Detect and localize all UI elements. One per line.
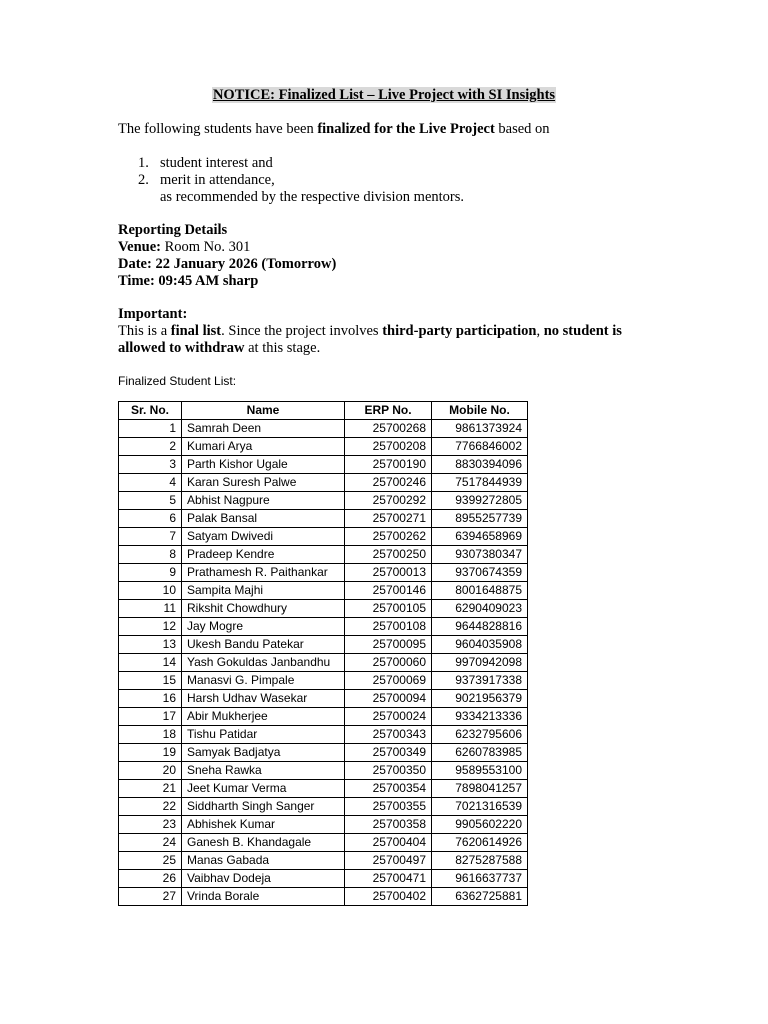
- cell-erp-no: 25700190: [345, 456, 432, 474]
- cell-name: Kumari Arya: [182, 438, 345, 456]
- cell-mobile-no: 9861373924: [432, 420, 528, 438]
- cell-sr-no: 15: [119, 672, 182, 690]
- header-mobile-no: Mobile No.: [432, 402, 528, 420]
- time-line: Time: 09:45 AM sharp: [118, 273, 259, 289]
- cell-erp-no: 25700208: [345, 438, 432, 456]
- venue-value: Room No. 301: [160, 239, 251, 255]
- cell-sr-no: 4: [119, 474, 182, 492]
- table-row: [119, 510, 528, 528]
- cell-erp-no: 25700497: [345, 852, 432, 870]
- cell-sr-no: 20: [119, 762, 182, 780]
- header-erp-no: ERP No.: [345, 402, 432, 420]
- cell-name: Samyak Badjatya: [182, 744, 345, 762]
- table-row: [119, 834, 528, 852]
- intro-prefix: The following students have been: [118, 121, 318, 137]
- important-text-f: no student is: [543, 323, 622, 339]
- criteria-text-1: student interest and: [160, 155, 273, 171]
- table-row: [119, 690, 528, 708]
- cell-erp-no: 25700404: [345, 834, 432, 852]
- table-row: [119, 726, 528, 744]
- table-row: [119, 600, 528, 618]
- cell-mobile-no: 9970942098: [432, 654, 528, 672]
- cell-name: Harsh Udhav Wasekar: [182, 690, 345, 708]
- table-header-row: [119, 402, 528, 420]
- cell-mobile-no: 6232795606: [432, 726, 528, 744]
- cell-erp-no: 25700343: [345, 726, 432, 744]
- cell-name: Yash Gokuldas Janbandhu: [182, 654, 345, 672]
- cell-erp-no: 25700069: [345, 672, 432, 690]
- cell-sr-no: 26: [119, 870, 182, 888]
- student-table: [118, 401, 528, 906]
- cell-mobile-no: 8955257739: [432, 510, 528, 528]
- important-line-2: [118, 340, 320, 357]
- cell-sr-no: 6: [119, 510, 182, 528]
- table-row: [119, 492, 528, 510]
- important-line-1: [118, 323, 622, 340]
- cell-erp-no: 25700354: [345, 780, 432, 798]
- table-row: [119, 762, 528, 780]
- table-row: [119, 744, 528, 762]
- cell-sr-no: 5: [119, 492, 182, 510]
- table-row: [119, 870, 528, 888]
- cell-name: Ganesh B. Khandagale: [182, 834, 345, 852]
- table-row: [119, 654, 528, 672]
- intro-paragraph: [118, 121, 550, 138]
- table-row: [119, 816, 528, 834]
- cell-sr-no: 3: [119, 456, 182, 474]
- cell-mobile-no: 6290409023: [432, 600, 528, 618]
- important-text-h: at this stage.: [244, 340, 321, 356]
- cell-name: Sampita Majhi: [182, 582, 345, 600]
- cell-sr-no: 1: [119, 420, 182, 438]
- cell-erp-no: 25700358: [345, 816, 432, 834]
- cell-mobile-no: 9334213336: [432, 708, 528, 726]
- cell-mobile-no: 8830394096: [432, 456, 528, 474]
- cell-sr-no: 10: [119, 582, 182, 600]
- table-row: [119, 420, 528, 438]
- cell-sr-no: 13: [119, 636, 182, 654]
- cell-erp-no: 25700108: [345, 618, 432, 636]
- table-row: [119, 438, 528, 456]
- cell-name: Karan Suresh Palwe: [182, 474, 345, 492]
- cell-mobile-no: 9589553100: [432, 762, 528, 780]
- cell-erp-no: 25700268: [345, 420, 432, 438]
- cell-erp-no: 25700349: [345, 744, 432, 762]
- cell-sr-no: 7: [119, 528, 182, 546]
- table-row: [119, 582, 528, 600]
- cell-mobile-no: 9370674359: [432, 564, 528, 582]
- cell-name: Siddharth Singh Sanger: [182, 798, 345, 816]
- cell-name: Sneha Rawka: [182, 762, 345, 780]
- table-row: [119, 618, 528, 636]
- important-heading: Important:: [118, 306, 188, 322]
- important-text-e: ,: [536, 323, 544, 339]
- cell-mobile-no: 8001648875: [432, 582, 528, 600]
- cell-sr-no: 25: [119, 852, 182, 870]
- table-row: [119, 780, 528, 798]
- cell-sr-no: 21: [119, 780, 182, 798]
- cell-mobile-no: 9644828816: [432, 618, 528, 636]
- cell-name: Vaibhav Dodeja: [182, 870, 345, 888]
- cell-name: Samrah Deen: [182, 420, 345, 438]
- important-text-g: allowed to withdraw: [118, 340, 245, 356]
- cell-erp-no: 25700060: [345, 654, 432, 672]
- cell-name: Jeet Kumar Verma: [182, 780, 345, 798]
- cell-mobile-no: 7021316539: [432, 798, 528, 816]
- table-row: [119, 456, 528, 474]
- cell-name: Manas Gabada: [182, 852, 345, 870]
- cell-sr-no: 27: [119, 888, 182, 906]
- important-text-a: This is a: [118, 323, 171, 339]
- cell-mobile-no: 7898041257: [432, 780, 528, 798]
- date-line: Date: 22 January 2026 (Tomorrow): [118, 256, 337, 272]
- cell-sr-no: 11: [119, 600, 182, 618]
- header-name: Name: [182, 402, 345, 420]
- cell-erp-no: 25700292: [345, 492, 432, 510]
- cell-sr-no: 18: [119, 726, 182, 744]
- cell-name: Pradeep Kendre: [182, 546, 345, 564]
- table-caption: Finalized Student List:: [118, 374, 237, 388]
- cell-sr-no: 8: [119, 546, 182, 564]
- cell-mobile-no: 9616637737: [432, 870, 528, 888]
- cell-erp-no: 25700350: [345, 762, 432, 780]
- cell-erp-no: 25700013: [345, 564, 432, 582]
- cell-name: Parth Kishor Ugale: [182, 456, 345, 474]
- table-row: [119, 852, 528, 870]
- reporting-heading: Reporting Details: [118, 222, 228, 238]
- cell-name: Satyam Dwivedi: [182, 528, 345, 546]
- cell-sr-no: 17: [119, 708, 182, 726]
- cell-name: Prathamesh R. Paithankar: [182, 564, 345, 582]
- cell-name: Vrinda Borale: [182, 888, 345, 906]
- cell-erp-no: 25700246: [345, 474, 432, 492]
- criteria-text-2: merit in attendance,: [160, 172, 275, 188]
- cell-mobile-no: 6362725881: [432, 888, 528, 906]
- cell-erp-no: 25700355: [345, 798, 432, 816]
- cell-name: Jay Mogre: [182, 618, 345, 636]
- recommendation-line: as recommended by the respective division mentors.: [160, 189, 465, 205]
- cell-sr-no: 2: [119, 438, 182, 456]
- table-row: [119, 888, 528, 906]
- cell-sr-no: 22: [119, 798, 182, 816]
- cell-sr-no: 19: [119, 744, 182, 762]
- header-sr-no: Sr. No.: [119, 402, 182, 420]
- cell-name: Manasvi G. Pimpale: [182, 672, 345, 690]
- cell-erp-no: 25700094: [345, 690, 432, 708]
- cell-erp-no: 25700262: [345, 528, 432, 546]
- cell-erp-no: 25700471: [345, 870, 432, 888]
- cell-sr-no: 9: [119, 564, 182, 582]
- cell-mobile-no: 7766846002: [432, 438, 528, 456]
- important-text-c: . Since the project involves: [221, 323, 383, 339]
- table-row: [119, 528, 528, 546]
- cell-mobile-no: 9021956379: [432, 690, 528, 708]
- table-row: [119, 636, 528, 654]
- cell-erp-no: 25700024: [345, 708, 432, 726]
- cell-mobile-no: 6260783985: [432, 744, 528, 762]
- table-row: [119, 546, 528, 564]
- cell-mobile-no: 9604035908: [432, 636, 528, 654]
- venue-line: [118, 239, 250, 256]
- cell-sr-no: 14: [119, 654, 182, 672]
- cell-name: Ukesh Bandu Patekar: [182, 636, 345, 654]
- important-text-b: final list: [170, 323, 222, 339]
- cell-mobile-no: 9905602220: [432, 816, 528, 834]
- cell-mobile-no: 7517844939: [432, 474, 528, 492]
- cell-name: Abir Mukherjee: [182, 708, 345, 726]
- cell-name: Abhishek Kumar: [182, 816, 345, 834]
- notice-title: [0, 86, 768, 104]
- cell-name: Tishu Patidar: [182, 726, 345, 744]
- cell-sr-no: 24: [119, 834, 182, 852]
- intro-suffix: based on: [494, 121, 550, 137]
- table-row: [119, 708, 528, 726]
- cell-mobile-no: 9399272805: [432, 492, 528, 510]
- cell-name: Abhist Nagpure: [182, 492, 345, 510]
- cell-erp-no: 25700105: [345, 600, 432, 618]
- cell-erp-no: 25700250: [345, 546, 432, 564]
- cell-sr-no: 12: [119, 618, 182, 636]
- cell-name: Palak Bansal: [182, 510, 345, 528]
- cell-mobile-no: 9307380347: [432, 546, 528, 564]
- cell-sr-no: 23: [119, 816, 182, 834]
- table-row: [119, 798, 528, 816]
- cell-erp-no: 25700095: [345, 636, 432, 654]
- cell-mobile-no: 6394658969: [432, 528, 528, 546]
- cell-erp-no: 25700146: [345, 582, 432, 600]
- venue-label: Venue:: [118, 239, 161, 255]
- notice-title-text: NOTICE: Finalized List – Live Project with SI Insights: [212, 87, 556, 103]
- cell-mobile-no: 8275287588: [432, 852, 528, 870]
- cell-erp-no: 25700402: [345, 888, 432, 906]
- criteria-number-2: 2.: [138, 172, 149, 188]
- cell-sr-no: 16: [119, 690, 182, 708]
- table-row: [119, 564, 528, 582]
- cell-name: Rikshit Chowdhury: [182, 600, 345, 618]
- important-text-d: third-party participation: [382, 323, 537, 339]
- table-body: [119, 420, 528, 906]
- table-row: [119, 672, 528, 690]
- criteria-number-1: 1.: [138, 155, 149, 171]
- table-row: [119, 474, 528, 492]
- intro-bold: finalized for the Live Project: [317, 121, 495, 137]
- cell-mobile-no: 9373917338: [432, 672, 528, 690]
- cell-erp-no: 25700271: [345, 510, 432, 528]
- cell-mobile-no: 7620614926: [432, 834, 528, 852]
